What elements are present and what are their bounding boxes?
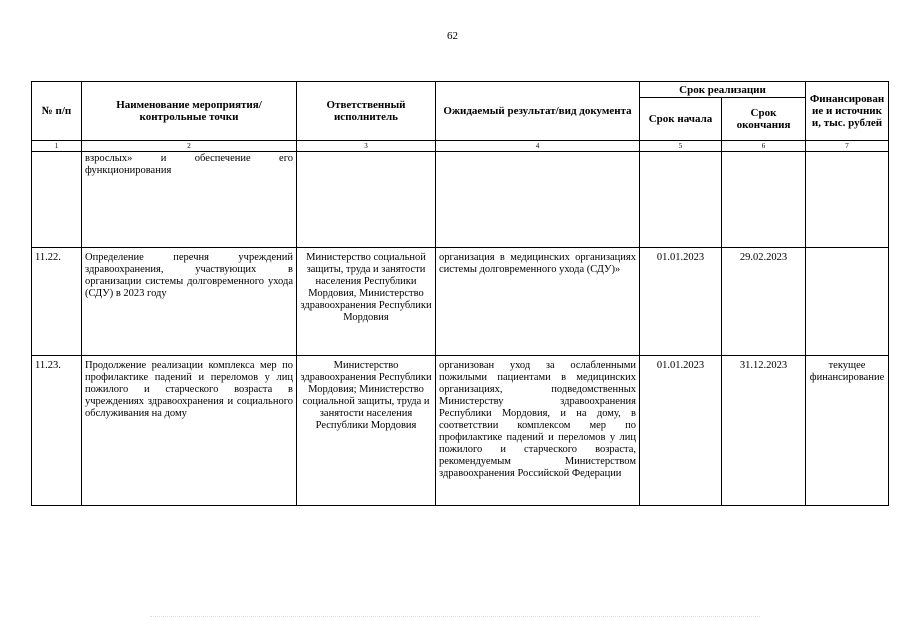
column-number: 3: [297, 141, 436, 152]
header-end: Срок окончания: [722, 98, 806, 141]
header-name: Наименование мероприятия/ контрольные точки: [82, 82, 297, 141]
row-end: [722, 152, 806, 248]
table-row: [32, 248, 889, 356]
header-period: Срок реализации: [640, 82, 806, 98]
row-end: 31.12.2023: [722, 356, 806, 506]
row-result: организован уход за ослабленными пожилыми пациентами в медицинских организациях, подведомственных Министерству здравоохранения Республики Мордовия, и на дому, в соответствии комплексом мер по профилактике падений и переломов у лиц пожилого и старческого возраста, рекомендуемым Министерством здравоохранения Российской Федерации: [436, 356, 640, 506]
header-result: Ожидаемый результат/вид документа: [436, 82, 640, 141]
action-plan-table: [31, 81, 889, 506]
row-finance: [806, 248, 889, 356]
row-responsible: Министерство здравоохранения Республики Мордовия; Министерство социальной защиты, труда и занятости населения Республики Мордовия: [297, 356, 436, 506]
row-result: [436, 152, 640, 248]
header-num: № п/п: [32, 82, 82, 141]
scan-noise: [150, 616, 760, 619]
table-row: [32, 152, 889, 248]
row-name: Продолжение реализации комплекса мер по профилактике падений и переломов у лиц пожилого и старческого возраста в учреждениях здравоохранения и социального обслуживания на дому: [82, 356, 297, 506]
row-responsible: [297, 152, 436, 248]
row-name: взрослых» и обеспечение его функционирования: [82, 152, 297, 248]
row-finance: [806, 152, 889, 248]
page-number: 62: [447, 30, 458, 42]
row-start: 01.01.2023: [640, 248, 722, 356]
row-result: организация в медицинских организациях системы долговременного ухода (СДУ)»: [436, 248, 640, 356]
header-responsible: Ответственный исполнитель: [297, 82, 436, 141]
column-number: 1: [32, 141, 82, 152]
row-start: 01.01.2023: [640, 356, 722, 506]
header-start: Срок начала: [640, 98, 722, 141]
row-end: 29.02.2023: [722, 248, 806, 356]
row-num: 11.23.: [32, 356, 82, 506]
table-row: [32, 356, 889, 506]
column-number: 6: [722, 141, 806, 152]
row-name: Определение перечня учреждений здравоохранения, участвующих в организации системы долговременного ухода (СДУ) в 2023 году: [82, 248, 297, 356]
row-finance: текущее финансирование: [806, 356, 889, 506]
header-finance: Финансирование и источники, тыс. рублей: [806, 82, 889, 141]
column-number: 4: [436, 141, 640, 152]
row-num: [32, 152, 82, 248]
row-start: [640, 152, 722, 248]
column-number: 5: [640, 141, 722, 152]
row-num: 11.22.: [32, 248, 82, 356]
column-number: 2: [82, 141, 297, 152]
row-responsible: Министерство социальной защиты, труда и занятости населения Республики Мордовия, Министерство здравоохранения Республики Мордовия: [297, 248, 436, 356]
column-number: 7: [806, 141, 889, 152]
